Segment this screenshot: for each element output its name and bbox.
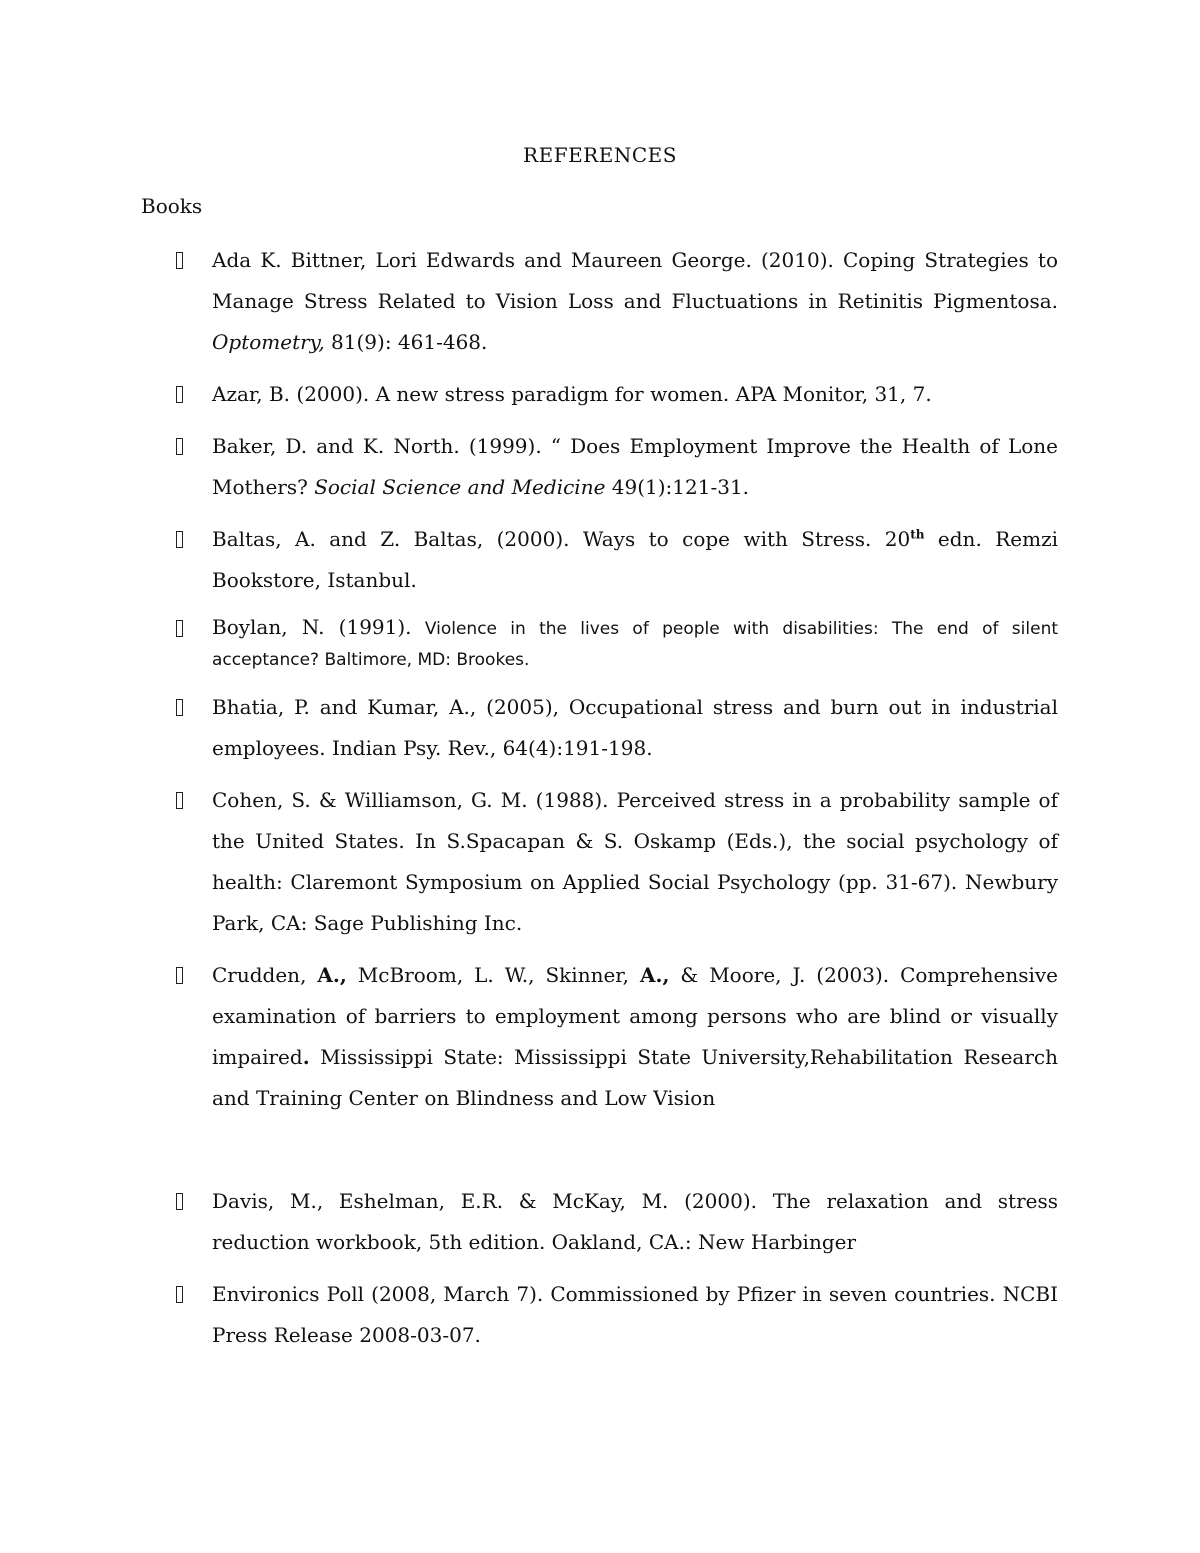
reference-text: Mississippi State: Mississippi State University,Rehabilitation Research and Training Center on Blindness and Low Vision	[212, 1045, 1058, 1110]
reference-text: Cohen, S. & Williamson, G. M. (1988). Perceived stress in a probability sample of the United States. In S.Spacapan & S. Oskamp (Eds.), the social psychology of health: Claremont Symposium on Applied Social Psychology (pp. 31-67). Newbury Park, CA: Sage Publishing Inc.	[212, 788, 1058, 935]
reference-text: 49(1):121-31.	[611, 475, 750, 499]
reference-item	[176, 612, 1058, 676]
bullet-icon	[176, 967, 183, 984]
reference-author: Boylan, N. (1991).	[212, 615, 412, 639]
reference-text: Environics Poll (2008, March 7). Commissioned by Pfizer in seven countries. NCBI Press Release 2008-03-07.	[212, 1282, 1058, 1347]
superscript: th	[910, 527, 925, 542]
reference-text: edn. Remzi Bookstore, Istanbul.	[212, 527, 1059, 592]
reference-item	[176, 426, 1058, 508]
reference-text: & Moore, J. (2003). Comprehensive examination of barriers to employment among persons who are blind or visually impaired	[212, 963, 1058, 1069]
reference-text: Ada K. Bittner, Lori Edwards and Maureen George. (2010). Coping Strategies to Manage Stress Related to Vision Loss and Fluctuations in Retinitis Pigmentosa.	[212, 248, 1058, 313]
reference-item	[176, 1274, 1058, 1356]
reference-text: Azar, B. (2000). A new stress paradigm for women. APA Monitor, 31, 7.	[212, 382, 932, 406]
reference-item	[176, 1181, 1058, 1263]
bullet-icon	[176, 792, 183, 809]
reference-text: Baker, D. and K. North. (1999). “ Does Employment Improve the Health of Lone Mothers?	[212, 434, 1058, 499]
reference-item	[176, 374, 1058, 415]
bullet-icon	[176, 620, 183, 637]
reference-text: Violence in the lives of people with disabilities: The end of silent acceptance? Baltimore, MD: Brookes.	[212, 619, 1059, 670]
bullet-icon	[176, 252, 183, 269]
reference-item	[176, 240, 1058, 363]
journal-title: Optometry,	[212, 330, 325, 354]
section-heading-books: Books	[141, 194, 203, 218]
bold-period: .	[302, 1045, 310, 1069]
bullet-icon	[176, 699, 183, 716]
page-title: REFERENCES	[523, 143, 677, 167]
bullet-icon	[176, 1193, 183, 1210]
bold-initial: A.,	[640, 963, 670, 987]
bullet-icon	[176, 438, 183, 455]
bullet-icon	[176, 531, 183, 548]
bullet-icon	[176, 1286, 183, 1303]
reference-text: 81(9): 461-468.	[331, 330, 488, 354]
bullet-icon	[176, 386, 183, 403]
journal-title: Social Science and Medicine	[314, 475, 606, 499]
reference-item	[176, 519, 1058, 601]
reference-item	[176, 687, 1058, 769]
reference-text: Davis, M., Eshelman, E.R. & McKay, M. (2000). The relaxation and stress reduction workbook, 5th edition. Oakland, CA.: New Harbinger	[212, 1189, 1058, 1254]
reference-text: Baltas, A. and Z. Baltas, (2000). Ways to cope with Stress. 20	[212, 527, 911, 551]
reference-item	[176, 955, 1058, 1119]
reference-list	[176, 240, 1058, 1367]
reference-text: McBroom, L. W., Skinner,	[357, 963, 630, 987]
bold-initial: A.,	[317, 963, 347, 987]
reference-text: Bhatia, P. and Kumar, A., (2005), Occupational stress and burn out in industrial employees. Indian Psy. Rev., 64(4):191-198.	[212, 695, 1058, 760]
reference-text: Crudden,	[212, 963, 307, 987]
reference-item	[176, 780, 1058, 944]
